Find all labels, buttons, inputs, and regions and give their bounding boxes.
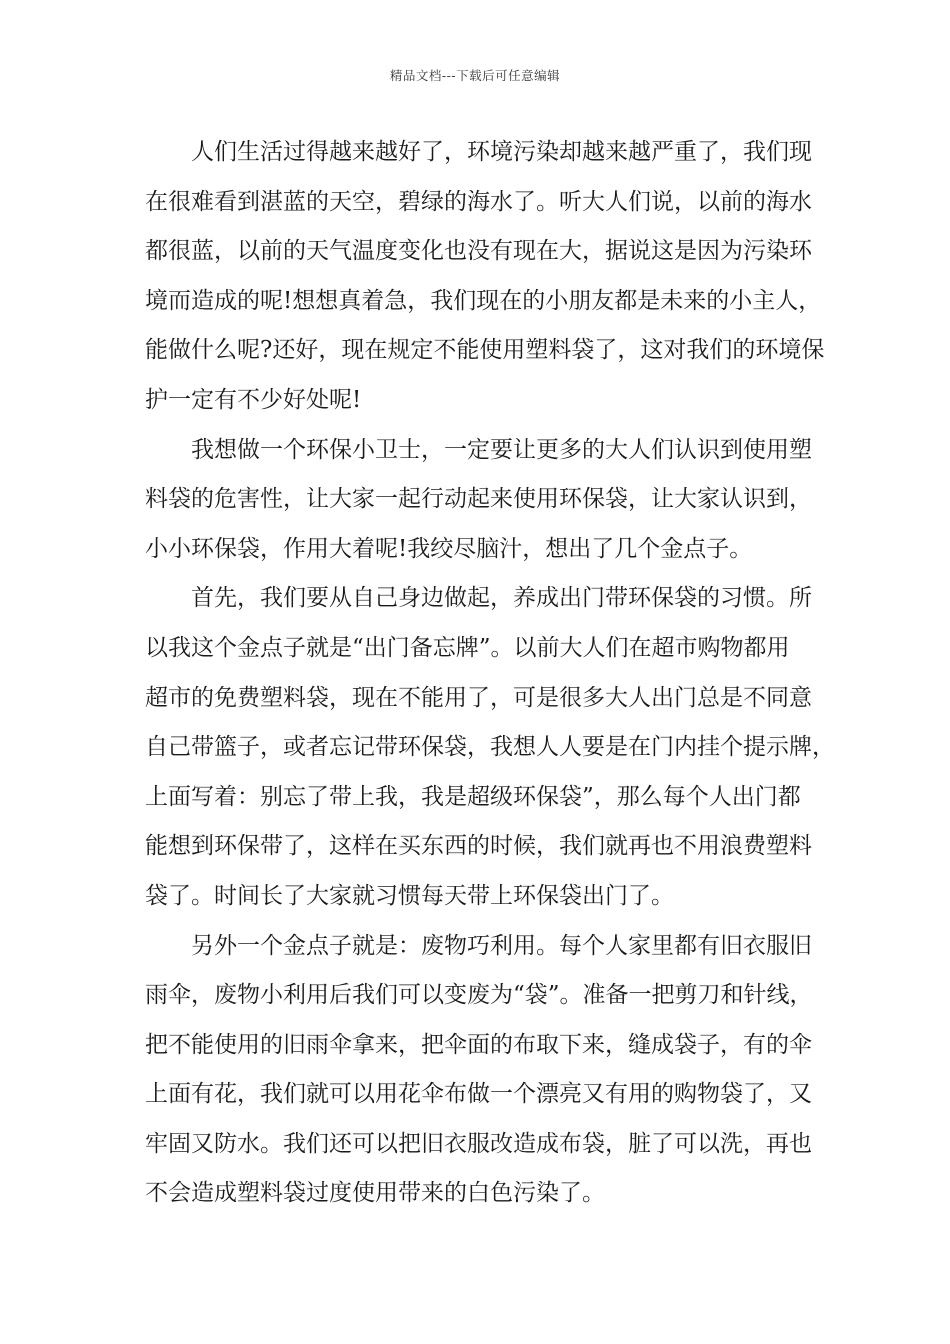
paragraph-3-line-3: 超市的免费塑料袋，现在不能用了，可是很多大人出门总是不同意 xyxy=(145,684,812,711)
page-header: 精品文档---下载后可任意编辑 xyxy=(389,68,561,83)
paragraph-1-line-6: 护一定有不少好处呢! xyxy=(145,386,362,413)
paragraph-4-line-4: 上面有花，我们就可以用花伞布做一个漂亮又有用的购物袋了，又 xyxy=(145,1081,812,1108)
paragraph-3-line-1: 首先，我们要从自己身边做起，养成出门带环保袋的习惯。所 xyxy=(191,585,812,612)
paragraph-3-line-7: 袋了。时间长了大家就习惯每天带上环保袋出门了。 xyxy=(145,882,674,909)
paragraph-4-line-3: 把不能使用的旧雨伞拿来，把伞面的布取下来，缝成袋子，有的伞 xyxy=(145,1031,812,1058)
paragraph-4-line-5: 牢固又防水。我们还可以把旧衣服改造成布袋，脏了可以洗，再也 xyxy=(145,1130,812,1157)
paragraph-4-line-2: 雨伞，废物小利用后我们可以变废为“袋”。准备一把剪刀和针线， xyxy=(145,982,813,1009)
paragraph-1-line-4: 境而造成的呢!想想真着急，我们现在的小朋友都是未来的小主人， xyxy=(145,287,822,314)
paragraph-3-line-2: 以我这个金点子就是“出门备忘牌”。以前大人们在超市购物都用 xyxy=(145,634,790,661)
paragraph-4-line-1: 另外一个金点子就是：废物巧利用。每个人家里都有旧衣服旧 xyxy=(191,932,812,959)
paragraph-3-line-6: 能想到环保带了，这样在买东西的时候，我们就再也不用浪费塑料 xyxy=(145,833,812,860)
paragraph-3-line-5: 上面写着：别忘了带上我，我是超级环保袋”，那么每个人出门都 xyxy=(145,783,801,810)
paragraph-2-line-1: 我想做一个环保小卫士，一定要让更多的大人们认识到使用塑 xyxy=(191,436,812,463)
paragraph-3-line-4: 自己带篮子，或者忘记带环保袋，我想人人要是在门内挂个提示牌， xyxy=(145,734,835,761)
paragraph-2-line-2: 料袋的危害性，让大家一起行动起来使用环保袋，让大家认识到， xyxy=(145,486,812,513)
body-text xyxy=(145,128,835,1219)
paragraph-2-line-3: 小小环保袋，作用大着呢!我绞尽脑汁，想出了几个金点子。 xyxy=(145,535,753,562)
paragraph-1-line-5: 能做什么呢?还好，现在规定不能使用塑料袋了，这对我们的环境保 xyxy=(145,337,825,364)
paragraph-4-line-6: 不会造成塑料袋过度使用带来的白色污染了。 xyxy=(145,1180,605,1207)
paragraph-1-line-1: 人们生活过得越来越好了，环境污染却越来越严重了，我们现 xyxy=(191,139,812,165)
paragraph-1-line-2: 在很难看到湛蓝的天空，碧绿的海水了。听大人们说，以前的海水 xyxy=(145,188,812,215)
paragraph-1-line-3: 都很蓝，以前的天气温度变化也没有现在大，据说这是因为污染环 xyxy=(145,238,812,265)
